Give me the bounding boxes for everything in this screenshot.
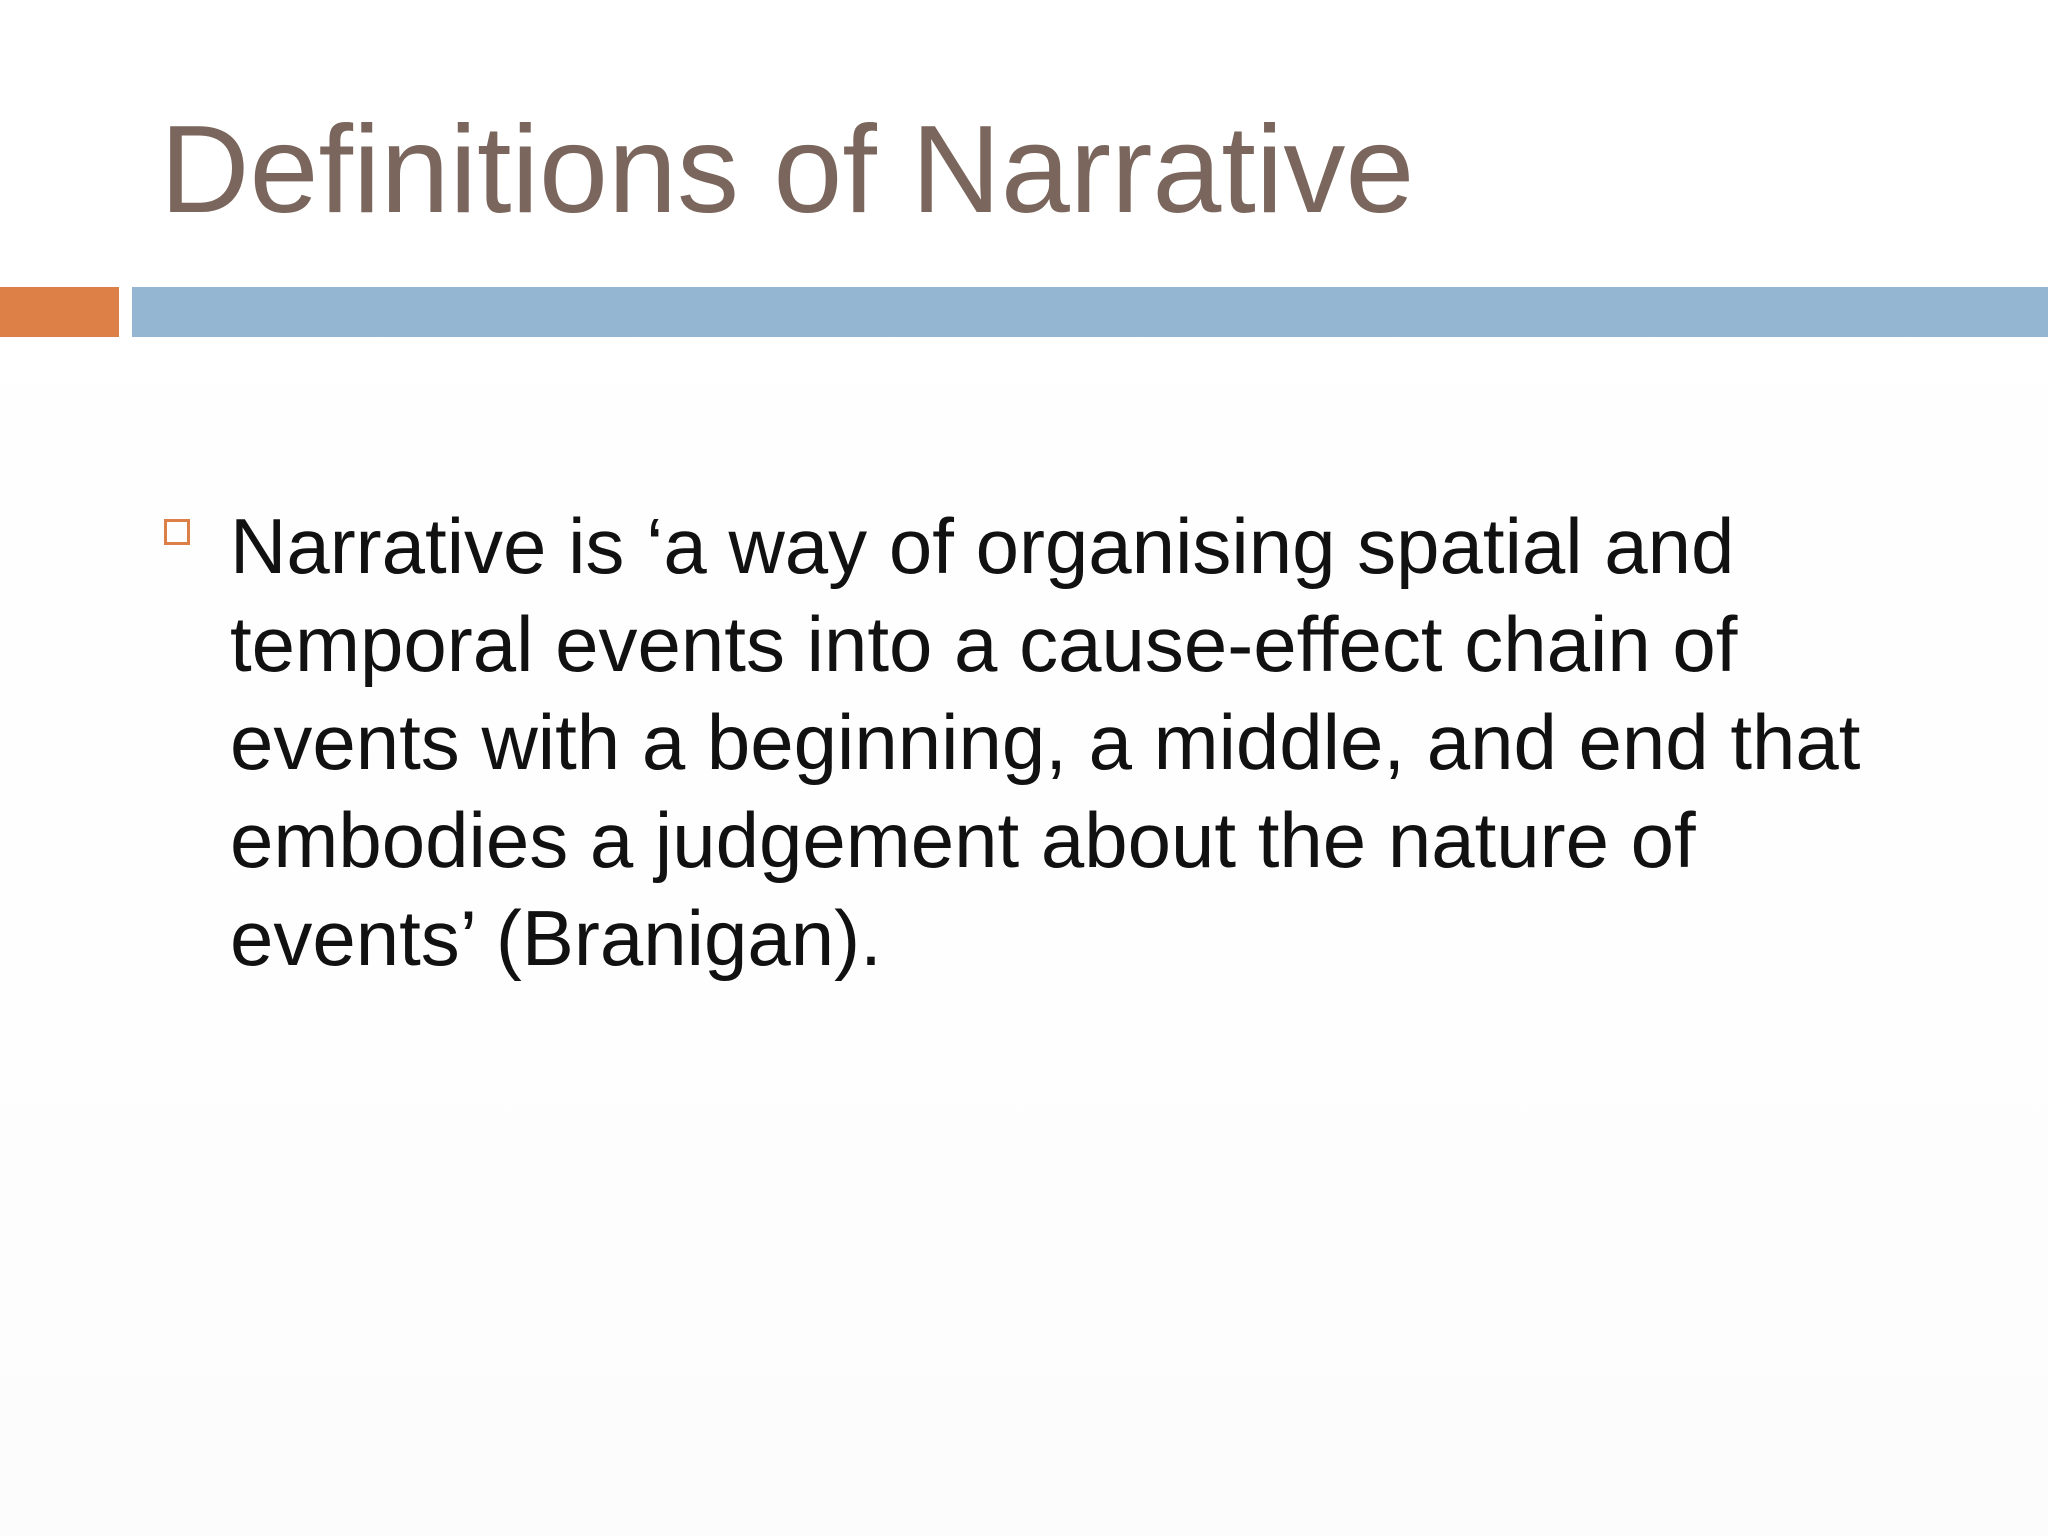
slide-title: Definitions of Narrative	[160, 101, 1415, 239]
bullet-item	[160, 497, 1880, 987]
bullet-list	[160, 497, 1880, 987]
bullet-text: Narrative is ‘a way of organising spatial and temporal events into a cause-effect chain of events with a beginning, a middle, and end that embodies a judgement about the nature of events’ (Branigan).	[230, 502, 1861, 982]
hollow-square-bullet-icon	[164, 519, 190, 545]
title-accent-blue-bar	[132, 287, 2048, 337]
title-accent-orange-bar	[0, 287, 119, 337]
